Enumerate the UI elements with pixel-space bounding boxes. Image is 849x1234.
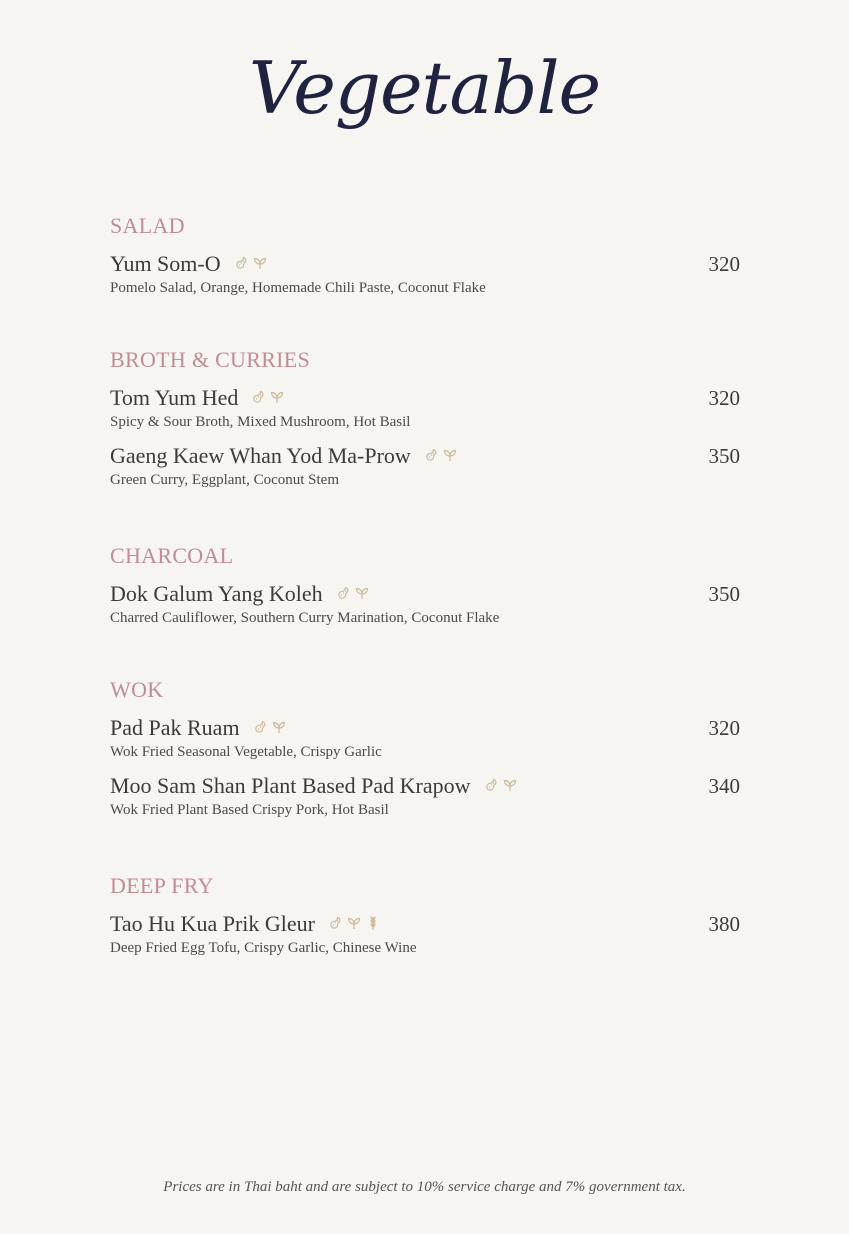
section-charcoal	[110, 545, 740, 639]
dietary-icons	[483, 777, 518, 798]
item-name: Pad Pak Ruam	[110, 715, 240, 740]
vegetarian-leaf-icon	[442, 447, 458, 468]
item-description: Spicy & Sour Broth, Mixed Mushroom, Hot Basil	[110, 413, 411, 430]
dietary-icons	[233, 255, 268, 276]
peanut-icon	[423, 447, 439, 468]
dietary-icons	[335, 585, 370, 606]
section-deep-fry	[110, 875, 740, 969]
item-description: Deep Fried Egg Tofu, Crispy Garlic, Chinese Wine	[110, 939, 417, 956]
vegetarian-leaf-icon	[346, 915, 362, 936]
item-name: Gaeng Kaew Whan Yod Ma-Prow	[110, 442, 411, 468]
vegetarian-leaf-icon	[502, 777, 518, 798]
item-name: Dok Galum Yang Koleh	[110, 581, 323, 606]
dietary-icons	[327, 915, 381, 936]
wheat-icon	[365, 915, 381, 936]
dietary-icons	[423, 447, 458, 468]
section-title: CHARCOAL	[110, 543, 234, 568]
menu-item	[110, 385, 740, 431]
item-name: Moo Sam Shan Plant Based Pad Krapow	[110, 772, 471, 798]
item-price: 320	[708, 386, 740, 410]
peanut-icon	[250, 389, 266, 410]
item-name: Tom Yum Hed	[110, 385, 239, 410]
item-name: Tao Hu Kua Prik Gleur	[110, 911, 315, 936]
item-price: 350	[708, 443, 740, 468]
menu-item	[110, 581, 740, 627]
vegetarian-leaf-icon	[271, 719, 287, 740]
item-price: 340	[708, 773, 740, 798]
dietary-icons	[250, 389, 285, 410]
section-title: SALAD	[110, 213, 185, 238]
menu-item	[110, 715, 740, 761]
section-title: BROTH & CURRIES	[110, 347, 311, 372]
item-description: Wok Fried Plant Based Crispy Pork, Hot Basil	[110, 801, 389, 818]
vegetarian-leaf-icon	[354, 585, 370, 606]
section-broth-curries	[110, 349, 740, 501]
menu-item	[110, 773, 740, 819]
peanut-icon	[327, 915, 343, 936]
menu-item	[110, 443, 740, 489]
item-description: Wok Fried Seasonal Vegetable, Crispy Garlic	[110, 743, 382, 760]
vegetarian-leaf-icon	[269, 389, 285, 410]
peanut-icon	[335, 585, 351, 606]
item-price: 320	[708, 252, 740, 276]
peanut-icon	[483, 777, 499, 798]
peanut-icon	[233, 255, 249, 276]
menu-item	[110, 911, 740, 957]
price-footnote: Prices are in Thai baht and are subject to 10% service charge and 7% government tax.	[163, 1179, 686, 1195]
item-name: Yum Som-O	[110, 251, 221, 276]
peanut-icon	[252, 719, 268, 740]
section-salad	[110, 215, 740, 309]
item-price: 320	[708, 716, 740, 740]
item-description: Green Curry, Eggplant, Coconut Stem	[110, 471, 339, 488]
page-title: Vegetable	[248, 46, 601, 130]
menu-item	[110, 251, 740, 297]
item-price: 380	[708, 912, 740, 936]
dietary-icons	[252, 719, 287, 740]
section-wok	[110, 679, 740, 831]
item-description: Pomelo Salad, Orange, Homemade Chili Paste, Coconut Flake	[110, 279, 486, 296]
item-price: 350	[708, 582, 740, 606]
vegetarian-leaf-icon	[252, 255, 268, 276]
item-description: Charred Cauliflower, Southern Curry Marination, Coconut Flake	[110, 609, 500, 626]
section-title: DEEP FRY	[110, 873, 214, 898]
section-title: WOK	[110, 677, 164, 702]
